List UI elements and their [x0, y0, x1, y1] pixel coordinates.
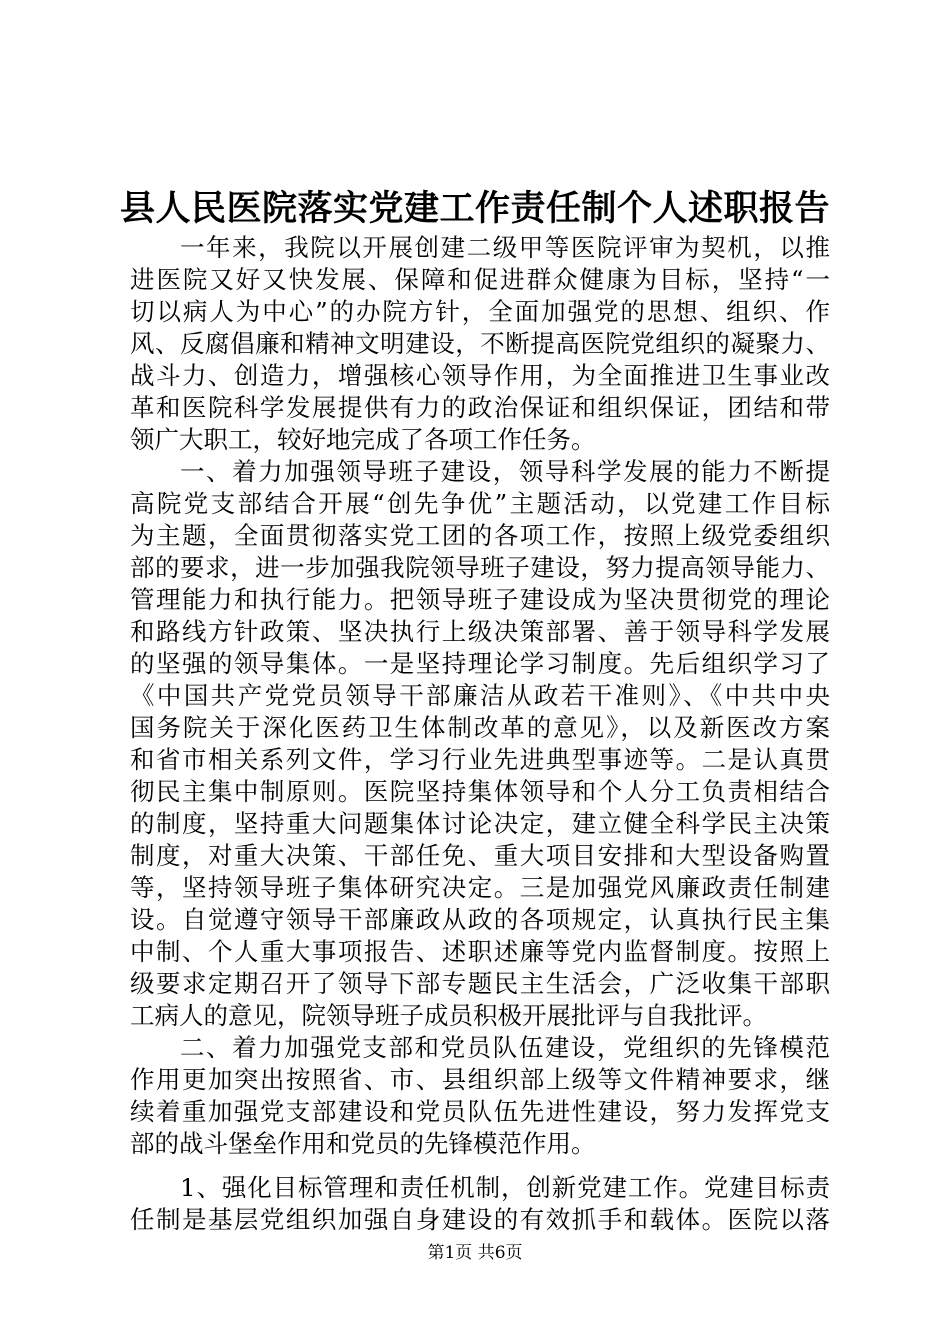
paragraph-2-line-4: 部的要求，进一步加强我院领导班子建设，努力提高领导能力、 [130, 553, 830, 582]
paragraph-1-line-2: 进医院又好又快发展、保障和促进群众健康为目标，坚持“一 [130, 265, 830, 294]
paragraph-3-line-3: 续着重加强党支部建设和党员队伍先进性建设，努力发挥党支 [130, 1097, 830, 1126]
paragraph-1-line-6: 革和医院科学发展提供有力的政治保证和组织保证，团结和带 [130, 393, 830, 422]
paragraph-2-line-12: 的制度，坚持重大问题集体讨论决定，建立健全科学民主决策 [130, 809, 830, 838]
paragraph-2-line-3: 为主题，全面贯彻落实党工团的各项工作，按照上级党委组织 [130, 521, 830, 550]
paragraph-3-line-1: 二、着力加强党支部和党员队伍建设，党组织的先锋模范 [180, 1033, 830, 1062]
paragraph-2-line-1: 一、着力加强领导班子建设，领导科学发展的能力不断提 [180, 457, 830, 486]
paragraph-2-line-16: 中制、个人重大事项报告、述职述廉等党内监督制度。按照上 [130, 937, 830, 966]
paragraph-2-line-17: 级要求定期召开了领导下部专题民主生活会，广泛收集干部职 [130, 969, 830, 998]
document-body [130, 232, 830, 1236]
paragraph-2-line-7: 的坚强的领导集体。一是坚持理论学习制度。先后组织学习了 [130, 649, 830, 678]
paragraph-3-line-4: 部的战斗堡垒作用和党员的先锋模范作用。 [130, 1129, 596, 1158]
document-title: 县人民医院落实党建工作责任制个人述职报告 [119, 188, 830, 229]
paragraph-4-line-2: 任制是基层党组织加强自身建设的有效抓手和载体。医院以落 [130, 1205, 830, 1234]
paragraph-1-line-3: 切以病人为中心”的办院方针，全面加强党的思想、组织、作 [130, 297, 830, 326]
paragraph-1-line-7: 领广大职工，较好地完成了各项工作任务。 [130, 425, 596, 454]
paragraph-1-line-4: 风、反腐倡廉和精神文明建设，不断提高医院党组织的凝聚力、 [130, 329, 830, 358]
paragraph-3-line-2: 作用更加突出按照省、市、县组织部上级等文件精神要求，继 [130, 1065, 830, 1094]
paragraph-2-line-14: 等，坚持领导班子集体研究决定。三是加强党风廉政责任制建 [130, 873, 830, 902]
paragraph-2-line-6: 和路线方针政策、坚决执行上级决策部署、善于领导科学发展 [130, 617, 830, 646]
paragraph-2-line-18: 工病人的意见，院领导班子成员积极开展批评与自我批评。 [130, 1001, 767, 1030]
paragraph-2-line-10: 和省市相关系列文件，学习行业先进典型事迹等。二是认真贯 [130, 745, 830, 774]
paragraph-2-line-2: 高院党支部结合开展“创先争优”主题活动，以党建工作目标 [130, 489, 830, 518]
paragraph-1-line-5: 战斗力、创造力，增强核心领导作用，为全面推进卫生事业改 [130, 361, 830, 390]
paragraph-2-line-11: 彻民主集中制原则。医院坚持集体领导和个人分工负责相结合 [130, 777, 830, 806]
paragraph-2-line-5: 管理能力和执行能力。把领导班子建设成为坚决贯彻党的理论 [130, 585, 830, 614]
paragraph-2-line-13: 制度，对重大决策、干部任免、重大项目安排和大型设备购置 [130, 841, 830, 870]
paragraph-4-line-1: 1、强化目标管理和责任机制，创新党建工作。党建目标责 [180, 1173, 830, 1202]
paragraph-1-line-1: 一年来，我院以开展创建二级甲等医院评审为契机，以推 [180, 233, 830, 262]
paragraph-2-line-15: 设。自觉遵守领导干部廉政从政的各项规定，认真执行民主集 [130, 905, 830, 934]
paragraph-2-line-8: 《中国共产党党员领导干部廉洁从政若干准则》、《中共中央 [130, 681, 830, 710]
page-number-footer: 第1页 共6页 [427, 1243, 523, 1263]
paragraph-2-line-9: 国务院关于深化医药卫生体制改革的意见》，以及新医改方案 [130, 713, 830, 742]
